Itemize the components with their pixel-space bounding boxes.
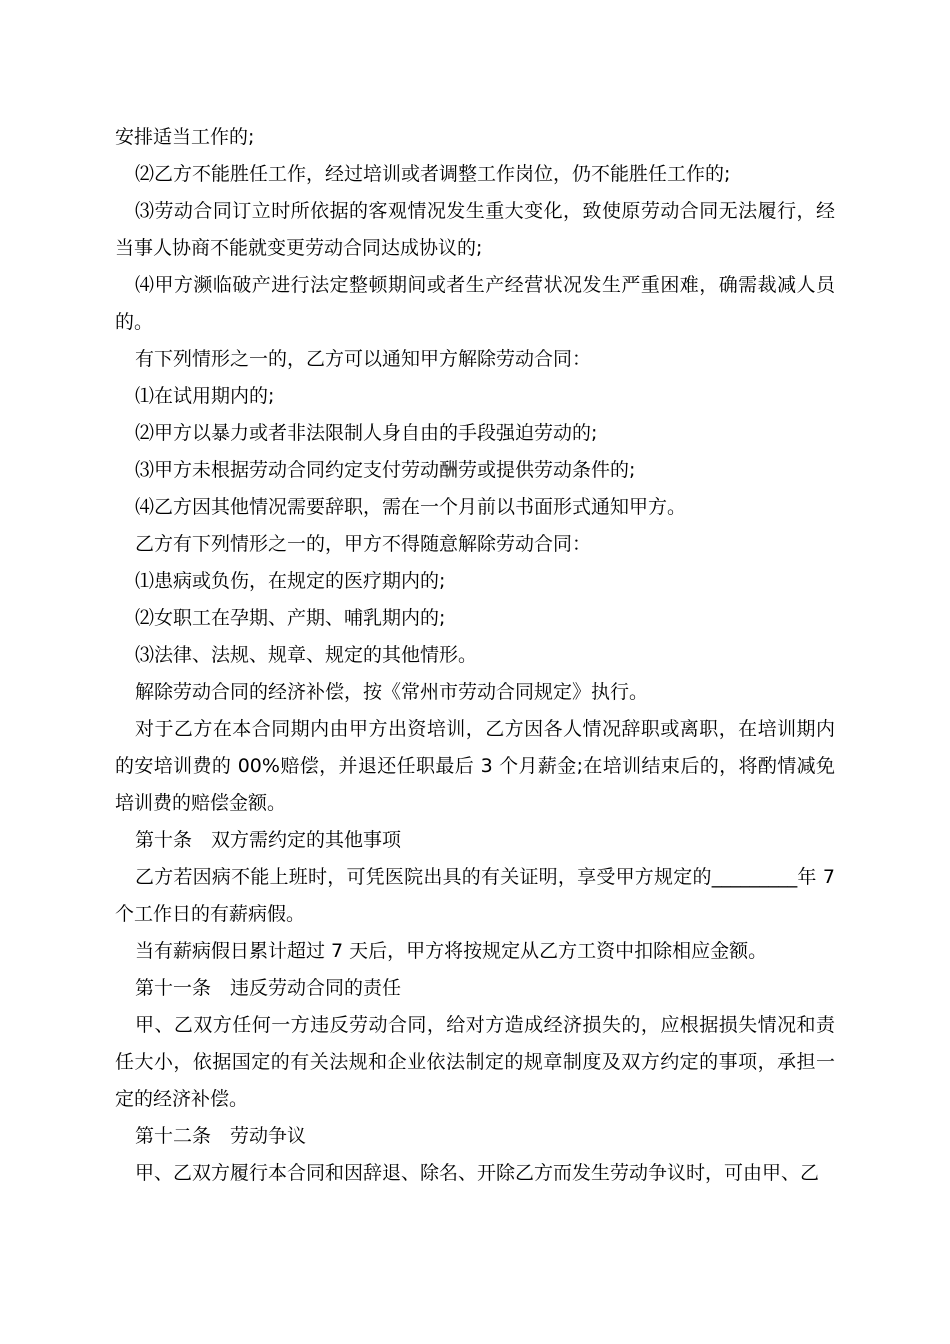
paragraph-continuation: 安排适当工作的; bbox=[115, 126, 255, 148]
paragraph-sick-leave-deduction: 当有薪病假日累计超过 7 天后，甲方将按规定从乙方工资中扣除相应金额。 bbox=[135, 940, 768, 962]
paragraph-item-3: ⑶法律、法规、规章、规定的其他情形。 bbox=[135, 644, 478, 666]
paragraph-sick-leave: 乙方若因病不能上班时，可凭医院出具的有关证明，享受甲方规定的_________年 7 个工作日的有薪病假。 bbox=[115, 866, 835, 925]
paragraph-item-2: ⑵乙方不能胜任工作，经过培训或者调整工作岗位，仍不能胜任工作的; bbox=[135, 163, 731, 185]
paragraph-training-fee: 对于乙方在本合同期内由甲方出资培训，乙方因各人情况辞职或离职，在培训期内的安培训费的 00%赔偿，并退还任职最后 3 个月薪金;在培训结束后的，将酌情减免培训费的赔偿金额。 bbox=[115, 718, 835, 814]
paragraph-item-2: ⑵甲方以暴力或者非法限制人身自由的手段强迫劳动的; bbox=[135, 422, 598, 444]
paragraph-employee-termination-intro: 有下列情形之一的，乙方可以通知甲方解除劳动合同： bbox=[135, 348, 592, 370]
paragraph-item-3: ⑶甲方未根据劳动合同约定支付劳动酬劳或提供劳动条件的; bbox=[135, 459, 636, 481]
paragraph-labor-dispute: 甲、乙双方履行本合同和因辞退、除名、开除乙方而发生劳动争议时，可由甲、乙 bbox=[135, 1162, 820, 1184]
paragraph-item-1: ⑴在试用期内的; bbox=[135, 385, 275, 407]
document-body bbox=[115, 119, 835, 1192]
paragraph-item-3: ⑶劳动合同订立时所依据的客观情况发生重大变化，致使原劳动合同无法履行，经当事人协商不能就变更劳动合同达成协议的; bbox=[115, 200, 835, 259]
paragraph-item-4: ⑷乙方因其他情况需要辞职，需在一个月前以书面形式通知甲方。 bbox=[135, 496, 687, 518]
article-12-heading: 第十二条 劳动争议 bbox=[135, 1125, 307, 1147]
paragraph-item-4: ⑷甲方濒临破产进行法定整顿期间或者生产经营状况发生严重困难，确需裁减人员的。 bbox=[115, 274, 835, 333]
paragraph-item-1: ⑴患病或负伤，在规定的医疗期内的; bbox=[135, 570, 446, 592]
article-11-heading: 第十一条 违反劳动合同的责任 bbox=[135, 977, 402, 999]
paragraph-breach-liability: 甲、乙双方任何一方违反劳动合同，给对方造成经济损失的，应根据损失情况和责任大小，依据国定的有关法规和企业依法制定的规章制度及双方约定的事项，承担一定的经济补偿。 bbox=[115, 1014, 835, 1110]
paragraph-item-2: ⑵女职工在孕期、产期、哺乳期内的; bbox=[135, 607, 446, 629]
article-10-heading: 第十条 双方需约定的其他事项 bbox=[135, 829, 402, 851]
paragraph-no-termination-intro: 乙方有下列情形之一的，甲方不得随意解除劳动合同： bbox=[135, 533, 592, 555]
paragraph-compensation: 解除劳动合同的经济补偿，按《常州市劳动合同规定》执行。 bbox=[135, 681, 649, 703]
